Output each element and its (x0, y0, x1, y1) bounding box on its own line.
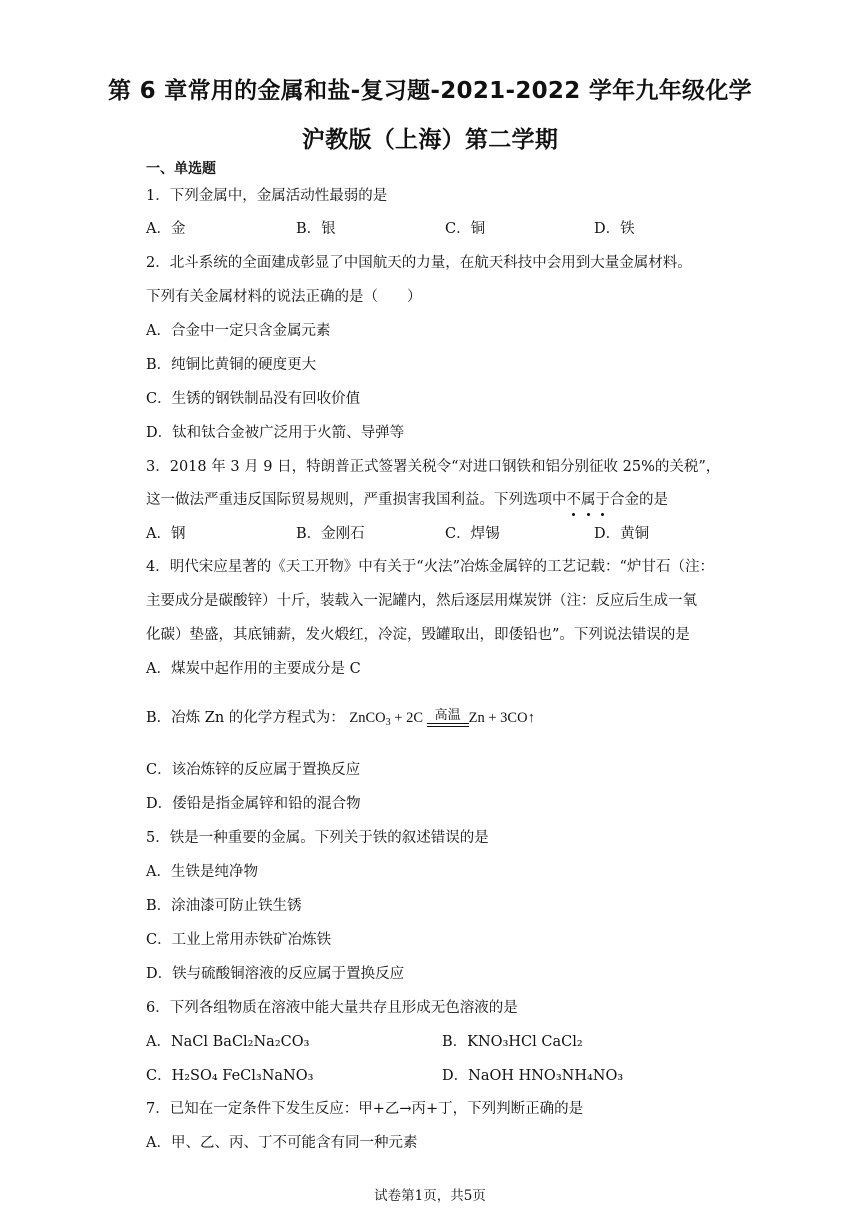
q3-option-b: B．金刚石 (296, 526, 365, 542)
title-line-1: 第 6 章常用的金属和盐-复习题-2021-2022 学年九年级化学 (108, 78, 752, 104)
q3-emphasis-char: 属 (581, 492, 596, 508)
equation-subscript: 3 (385, 717, 391, 728)
q4-option-b (146, 708, 535, 733)
q5-stem: 5．铁是一种重要的金属。下列关于铁的叙述错误的是 (146, 830, 489, 846)
q5-option-b: B．涂油漆可防止铁生锈 (146, 898, 302, 914)
q4-option-d: D．倭铅是指金属锌和铅的混合物 (146, 796, 361, 812)
equation-reactant-2: + 2C (390, 710, 424, 726)
q7-option-a: A．甲、乙、丙、丁不可能含有同一种元素 (146, 1135, 418, 1151)
q2-option-c: C．生锈的钢铁制品没有回收价值 (146, 391, 361, 407)
q4-option-a: A．煤炭中起作用的主要成分是 C (146, 661, 361, 677)
q1-option-b: B．银 (296, 221, 336, 237)
q2-option-b: B．纯铜比黄铜的硬度更大 (146, 357, 317, 373)
q6-option-a: A．NaCl BaCl₂Na₂CO₃ (146, 1034, 310, 1050)
q6-option-c: C．H₂SO₄ FeCl₃NaNO₃ (146, 1068, 314, 1084)
q4-stem-1: 4．明代宋应星著的《天工开物》中有关于“火法”冶炼金属锌的工艺记载：“炉甘石（注： (146, 559, 714, 575)
chemical-equation (349, 708, 534, 733)
q1-option-d: D．铁 (594, 221, 635, 237)
q1-stem: 1．下列金属中，金属活动性最弱的是 (146, 188, 388, 204)
q2-option-a: A．合金中一定只含金属元素 (146, 323, 331, 339)
q2-option-d: D．钛和钛合金被广泛用于火箭、导弹等 (146, 425, 405, 441)
q3-option-c: C．焊锡 (445, 526, 500, 542)
page-footer: 试卷第1页，共5页 (374, 1188, 486, 1204)
section-heading: 一、单选题 (146, 161, 216, 177)
q3-emphasis-char: 于 (595, 492, 610, 508)
title-line-2: 沪教版（上海）第二学期 (301, 127, 559, 153)
q2-stem-2: 下列有关金属材料的说法正确的是（ ） (146, 289, 422, 305)
q6-option-d: D．NaOH HNO₃NH₄NO₃ (442, 1068, 624, 1084)
q1-option-c: C．铜 (445, 221, 486, 237)
q3-stem-1: 3．2018 年 3 月 9 日，特朗普正式签署关税令“对进口钢铁和铝分别征收 25%的关税”， (146, 459, 721, 475)
q3-stem-2 (146, 490, 668, 510)
q6-stem: 6．下列各组物质在溶液中能大量共存且形成无色溶液的是 (146, 1000, 518, 1016)
q6-option-b: B．KNO₃HCl CaCl₂ (442, 1034, 583, 1050)
q3-option-a: A．钢 (146, 526, 186, 542)
q5-option-d: D．铁与硫酸铜溶液的反应属于置换反应 (146, 966, 405, 982)
equation-product: Zn + 3CO↑ (468, 710, 535, 726)
reaction-condition-label: 高温 (434, 707, 461, 722)
q3-emphasis-char: 不 (566, 492, 581, 508)
q3-stem-2-tail: 合金的是 (610, 492, 668, 508)
q5-option-a: A．生铁是纯净物 (146, 864, 258, 880)
q3-stem-2-text: 这一做法严重违反国际贸易规则，严重损害我国利益。下列选项中 (146, 492, 567, 508)
q4-option-c: C．该冶炼锌的反应属于置换反应 (146, 762, 361, 778)
q4-stem-3: 化碳）垫盛，其底铺薪，发火煅红，冷淀，毁罐取出，即倭铅也”。下列说法错误的是 (146, 627, 690, 643)
q5-option-c: C．工业上常用赤铁矿冶炼铁 (146, 932, 332, 948)
equation-reactant: ZnCO (349, 710, 386, 726)
q4-stem-2: 主要成分是碳酸锌）十斤，装载入一泥罐内，然后逐层用煤炭饼（注：反应后生成一氧 (146, 593, 697, 609)
q2-stem-1: 2．北斗系统的全面建成彰显了中国航天的力量，在航天科技中会用到大量金属材料。 (146, 255, 692, 271)
q3-option-d: D．黄铜 (594, 526, 650, 542)
q1-option-a: A．金 (146, 221, 186, 237)
reaction-condition (427, 707, 469, 733)
q4-option-b-label: B．冶炼 Zn 的化学方程式为： (146, 710, 345, 726)
q7-stem: 7．已知在一定条件下发生反应：甲+乙→丙+丁，下列判断正确的是 (146, 1101, 584, 1117)
